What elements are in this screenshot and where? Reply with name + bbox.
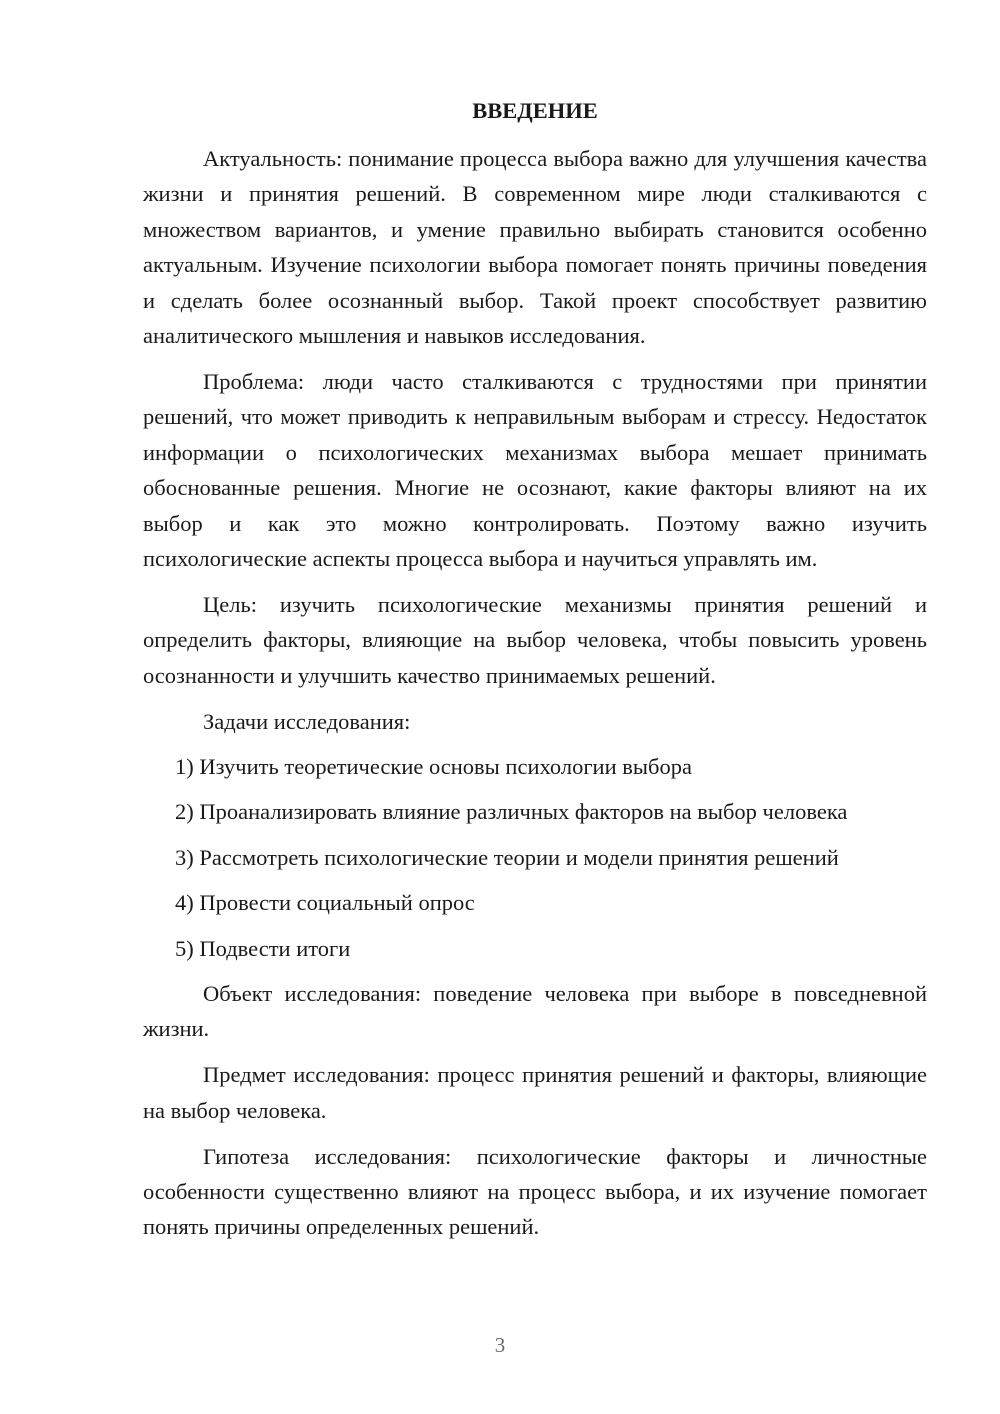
page-number: 3: [494, 1333, 506, 1357]
paragraph-subject: Предмет исследования: процесс принятия решений и факторы, влияющие на выбор человека.: [143, 1062, 927, 1123]
body-text: [143, 141, 927, 1255]
list-item: 2) Проанализировать влияние различных факторов на выбор человека: [175, 799, 848, 825]
list-item: 1) Изучить теоретические основы психологии выбора: [175, 754, 692, 779]
section-title: ВВЕДЕНИЕ: [472, 98, 598, 123]
paragraph-hypothesis: Гипотеза исследования: психологические факторы и личностные особенности существенно влияют на процесс выбора, и их изучение помогает понять причины определенных решений.: [143, 1143, 927, 1240]
paragraph-object: Объект исследования: поведение человека при выборе в повседневной жизни.: [143, 981, 927, 1042]
paragraph-relevance: Актуальность: понимание процесса выбора важно для улучшения качества жизни и принятия решений. В современном мире люди сталкиваются с множеством вариантов, и умение правильно выбирать становится особенно актуальным. Изучение психологии выбора помогает понять причины поведения и сделать более осознанный выбор. Такой проект способствует развитию аналитического мышления и навыков исследования.: [143, 146, 927, 349]
paragraph-problem: Проблема: люди часто сталкиваются с трудностями при принятии решений, что может приводить к неправильным выборам и стрессу. Недостаток информации о психологических механизмах выбора мешает принимать обоснованные решения. Многие не осознают, какие факторы влияют на их выбор и как это можно контролировать. Поэтому важно изучить психологические аспекты процесса выбора и научиться управлять им.: [143, 368, 927, 571]
tasks-list: [143, 749, 927, 966]
list-item: 5) Подвести итоги: [175, 935, 351, 961]
list-item: 3) Рассмотреть психологические теории и модели принятия решений: [175, 844, 839, 870]
list-item: 4) Провести социальный опрос: [175, 890, 475, 916]
paragraph-goal: Цель: изучить психологические механизмы принятия решений и определить факторы, влияющие на выбор человека, чтобы повысить уровень осознанности и улучшить качество принимаемых решений.: [143, 591, 927, 688]
tasks-heading: Задачи исследования:: [203, 708, 411, 734]
